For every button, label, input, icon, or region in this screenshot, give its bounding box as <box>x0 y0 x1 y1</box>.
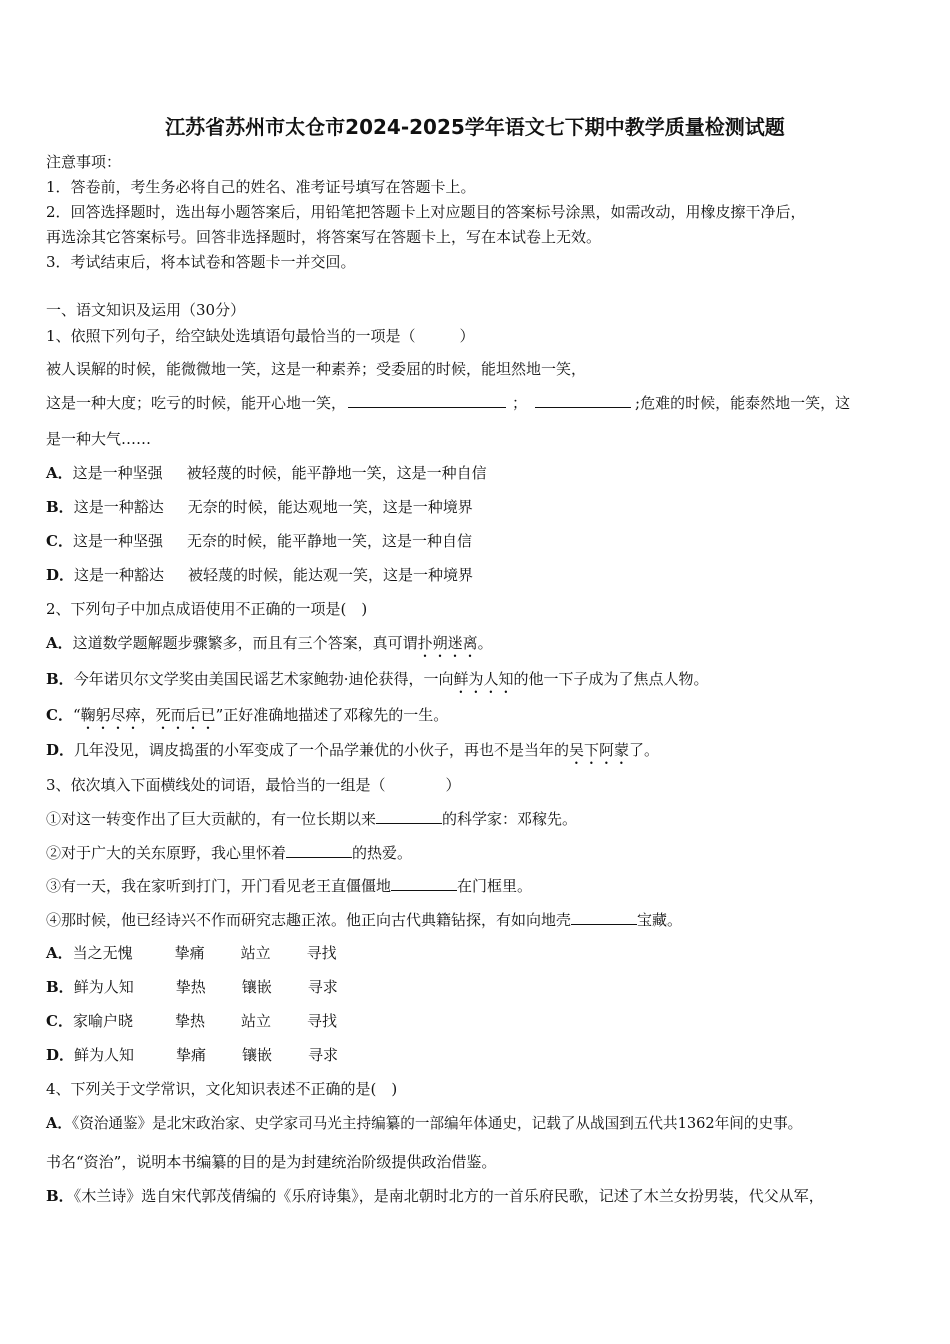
question-stem-text: 3、依次填入下面横线处的词语，最恰当的一组是（ <box>46 776 386 794</box>
option-label: B． <box>46 978 74 996</box>
dotted-idiom: 吴下阿蒙 <box>569 741 630 759</box>
option-label: A． <box>46 464 73 482</box>
option-row <box>46 669 709 697</box>
option-word: 挚痛 <box>174 944 205 962</box>
option-row <box>46 497 473 517</box>
section-heading: 一、语文知识及运用（30分） <box>46 301 246 319</box>
fill-sentence <box>46 876 532 896</box>
answer-blank <box>535 393 631 408</box>
answer-blank <box>571 910 637 925</box>
notice-item: 再选涂其它答案标号。回答非选择题时，将答案写在答题卡上，写在本试卷上无效。 <box>46 228 602 246</box>
option-word: 镶嵌 <box>242 1046 273 1064</box>
option-label: D． <box>46 741 75 759</box>
dotted-idiom: 鞠躬尽瘁，死而后已 <box>80 706 216 724</box>
question-3-stem <box>46 775 461 795</box>
option-row <box>46 531 472 551</box>
option-word: 家喻户晓 <box>72 1012 133 1030</box>
text-segment: 这是一种大度；吃亏的时候，能开心地一笑， <box>46 394 347 412</box>
question-stem-end: ） <box>459 327 475 345</box>
option-word: 挚热 <box>174 1012 205 1030</box>
option-label: C． <box>46 706 73 724</box>
sentence-text: 宝藏。 <box>637 911 683 929</box>
fill-sentence <box>46 910 682 930</box>
option-row <box>46 705 448 733</box>
option-label: B． <box>46 670 74 688</box>
option-text: 这是一种豁达 <box>74 566 165 584</box>
dotted-idiom: 鲜为人知 <box>453 670 514 688</box>
text-segment: ； <box>512 394 528 412</box>
option-word: 当之无愧 <box>72 944 133 962</box>
option-text: 无奈的时候，能达观地一笑，这是一种境界 <box>187 498 473 516</box>
option-label: B． <box>46 1187 74 1205</box>
notice-item: 1．答卷前，考生务必将自己的姓名、准考证号填写在答题卡上。 <box>46 178 476 196</box>
option-row <box>46 740 659 768</box>
option-row <box>46 463 487 483</box>
option-text: 《木兰诗》选自宋代郭茂倩编的《乐府诗集》，是南北朝时北方的一首乐府民歌，记述了木兰女扮男装，代父从军， <box>73 1187 824 1205</box>
question-1-text <box>46 393 850 413</box>
option-label: C． <box>46 532 73 550</box>
dotted-idiom: 扑朔迷离 <box>417 634 478 652</box>
option-text-continued: 书名“资治”，说明本书编纂的目的是为封建统治阶级提供政治借鉴。 <box>46 1153 497 1171</box>
option-word: 鲜为人知 <box>73 978 134 996</box>
option-label: A． <box>46 634 73 652</box>
option-label: D． <box>46 1046 75 1064</box>
question-stem-text: 1、依照下列句子，给空缺处选填语句最恰当的一项是（ <box>46 327 416 345</box>
option-row <box>46 565 473 585</box>
option-text: 。 <box>477 634 493 652</box>
option-word: 站立 <box>240 944 271 962</box>
question-4-stem: 4、下列关于文学常识，文化知识表述不正确的是( ) <box>46 1080 398 1098</box>
option-text: 了。 <box>629 741 660 759</box>
option-text: 这是一种坚强 <box>72 532 163 550</box>
sentence-text: ③有一天，我在家听到打门，开门看见老王直僵僵地 <box>46 877 392 895</box>
option-text: 被轻蔑的时候，能平静地一笑，这是一种自信 <box>186 464 487 482</box>
sentence-text: ②对于广大的关东原野，我心里怀着 <box>46 844 287 862</box>
option-word: 寻求 <box>307 978 338 996</box>
question-2-stem: 2、下列句子中加点成语使用不正确的一项是( ) <box>46 600 368 618</box>
text-segment: ;危难的时候，能泰然地一笑，这 <box>635 394 851 412</box>
answer-blank <box>348 393 506 408</box>
option-text: 《资治通鉴》是北宋政治家、史学家司马光主持编纂的一部编年体通史，记载了从战国到五代共1362年间的史事。 <box>71 1115 803 1132</box>
answer-blank <box>391 876 457 891</box>
option-text: ”正好准确地描述了邓稼先的一生。 <box>215 706 449 724</box>
option-text: 今年诺贝尔文学奖由美国民谣艺术家鲍勃·迪伦获得，一向 <box>73 670 454 688</box>
question-stem-end: ） <box>445 776 461 794</box>
question-1-text: 被人误解的时候，能微微地一笑，这是一种素养；受委屈的时候，能坦然地一笑， <box>46 360 587 378</box>
notice-heading: 注意事项： <box>46 153 122 171</box>
question-1-stem <box>46 326 475 346</box>
notice-item: 3．考试结束后，将本试卷和答题卡一并交回。 <box>46 253 356 271</box>
sentence-text: ①对这一转变作出了巨大贡献的，有一位长期以来 <box>46 810 377 828</box>
option-text: 被轻蔑的时候，能达观一笑，这是一种境界 <box>188 566 474 584</box>
sentence-text: 的科学家：邓稼先。 <box>442 810 578 828</box>
sentence-text: ④那时候，他已经诗兴不作而研究志趣正浓。他正向古代典籍钻探，有如向地壳 <box>46 911 572 929</box>
option-row <box>46 633 493 661</box>
fill-sentence <box>46 843 412 863</box>
option-word: 挚痛 <box>176 1046 207 1064</box>
option-row <box>46 1045 374 1065</box>
option-label: A． <box>46 1115 72 1132</box>
option-word: 鲜为人知 <box>74 1046 135 1064</box>
option-text: 这是一种豁达 <box>73 498 164 516</box>
option-word: 寻找 <box>306 944 337 962</box>
option-text: 这道数学题解题步骤繁多，而且有三个答案，真可谓 <box>72 634 418 652</box>
sentence-text: 在门框里。 <box>457 877 533 895</box>
option-word: 挚热 <box>175 978 206 996</box>
option-row <box>46 943 373 963</box>
option-text: 这是一种坚强 <box>72 464 163 482</box>
option-row <box>46 977 374 997</box>
option-label: D． <box>46 566 75 584</box>
option-word: 寻找 <box>306 1012 337 1030</box>
notice-item: 2．回答选择题时，选出每小题答案后，用铅笔把答题卡上对应题目的答案标号涂黑，如需改动，用橡皮擦干净后， <box>46 203 806 221</box>
sentence-text: 的热爱。 <box>352 844 413 862</box>
option-label: C． <box>46 1012 73 1030</box>
question-1-text: 是一种大气…… <box>46 430 152 448</box>
answer-blank <box>286 843 352 858</box>
option-row <box>46 1114 802 1134</box>
option-word: 镶嵌 <box>241 978 272 996</box>
option-text: 几年没见，调皮捣蛋的小军变成了一个品学兼优的小伙子，再也不是当年的 <box>74 741 570 759</box>
answer-blank <box>376 809 442 824</box>
option-word: 站立 <box>240 1012 271 1030</box>
option-text: “ <box>72 706 81 724</box>
page-title: 江苏省苏州市太仓市2024-2025学年语文七下期中教学质量检测试题 <box>165 115 785 139</box>
option-text: 的他一下子成为了焦点人物。 <box>513 670 709 688</box>
option-word: 寻求 <box>308 1046 339 1064</box>
option-row <box>46 1186 824 1206</box>
option-label: A． <box>46 944 73 962</box>
option-text: 无奈的时候，能平静地一笑，这是一种自信 <box>186 532 472 550</box>
option-row <box>46 1011 373 1031</box>
option-label: B． <box>46 498 74 516</box>
fill-sentence <box>46 809 577 829</box>
